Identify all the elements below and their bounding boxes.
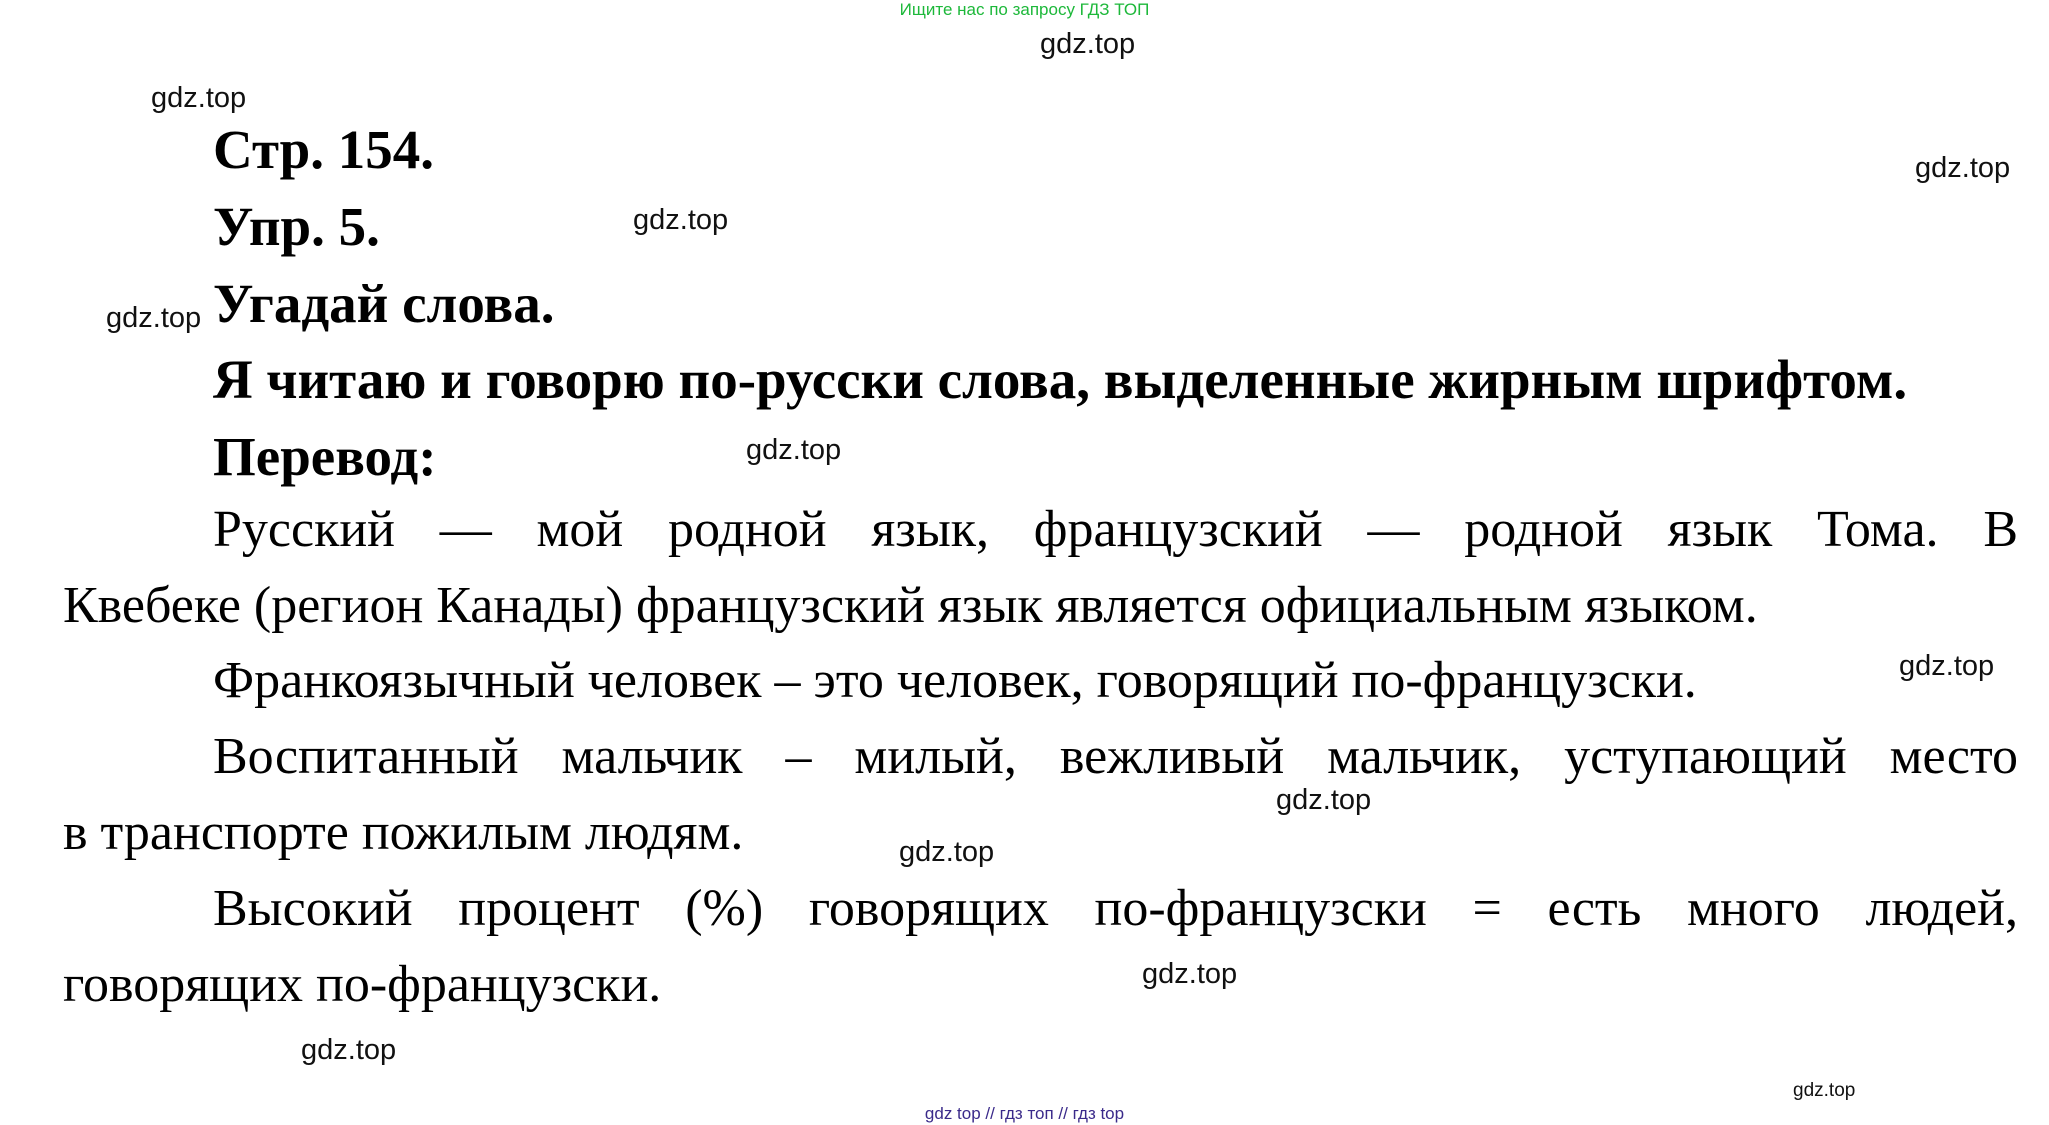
- watermark: gdz.top: [151, 82, 247, 114]
- watermark: gdz.top: [1915, 152, 2011, 184]
- instruction-heading: Я читаю и говорю по-русски слова, выделенные жирным шрифтом.: [213, 349, 1908, 410]
- watermark: gdz.top: [1040, 28, 1136, 60]
- paragraph-2: Франкоязычный человек – это человек, говорящий по-французски.: [213, 652, 1697, 709]
- watermark: gdz.top: [1276, 784, 1372, 816]
- exercise-number-heading: Упр. 5.: [213, 196, 380, 257]
- paragraph-4-line-1: Высокий процент (%) говорящих по-французски = есть много людей,: [213, 880, 2018, 937]
- task-heading: Угадай слова.: [213, 273, 555, 334]
- page-number-heading: Стр. 154.: [213, 119, 435, 180]
- watermark: gdz.top: [1793, 1080, 1856, 1101]
- watermark: gdz.top: [899, 836, 995, 868]
- paragraph-3-line-2: в транспорте пожилым людям.: [63, 804, 744, 861]
- watermark: gdz.top: [1899, 650, 1995, 682]
- paragraph-1-line-1: Русский — мой родной язык, французский — родной язык Тома. В: [213, 501, 2018, 558]
- watermark: gdz.top: [106, 302, 202, 334]
- watermark: gdz.top: [633, 204, 729, 236]
- paragraph-3-line-1: Воспитанный мальчик – милый, вежливый мальчик, уступающий место: [213, 728, 2018, 785]
- translation-label: Перевод:: [213, 426, 437, 487]
- paragraph-1-line-2: Квебеке (регион Канады) французский язык является официальным языком.: [63, 577, 1758, 634]
- watermark: gdz.top: [746, 434, 842, 466]
- footer-links[interactable]: gdz top // гдз топ // гдз top: [924, 1104, 1125, 1123]
- watermark: gdz.top: [301, 1034, 397, 1066]
- paragraph-4-line-2: говорящих по-французски.: [63, 956, 662, 1013]
- top-banner[interactable]: Ищите нас по запросу ГДЗ ТОП: [899, 0, 1150, 19]
- watermark: gdz.top: [1142, 958, 1238, 990]
